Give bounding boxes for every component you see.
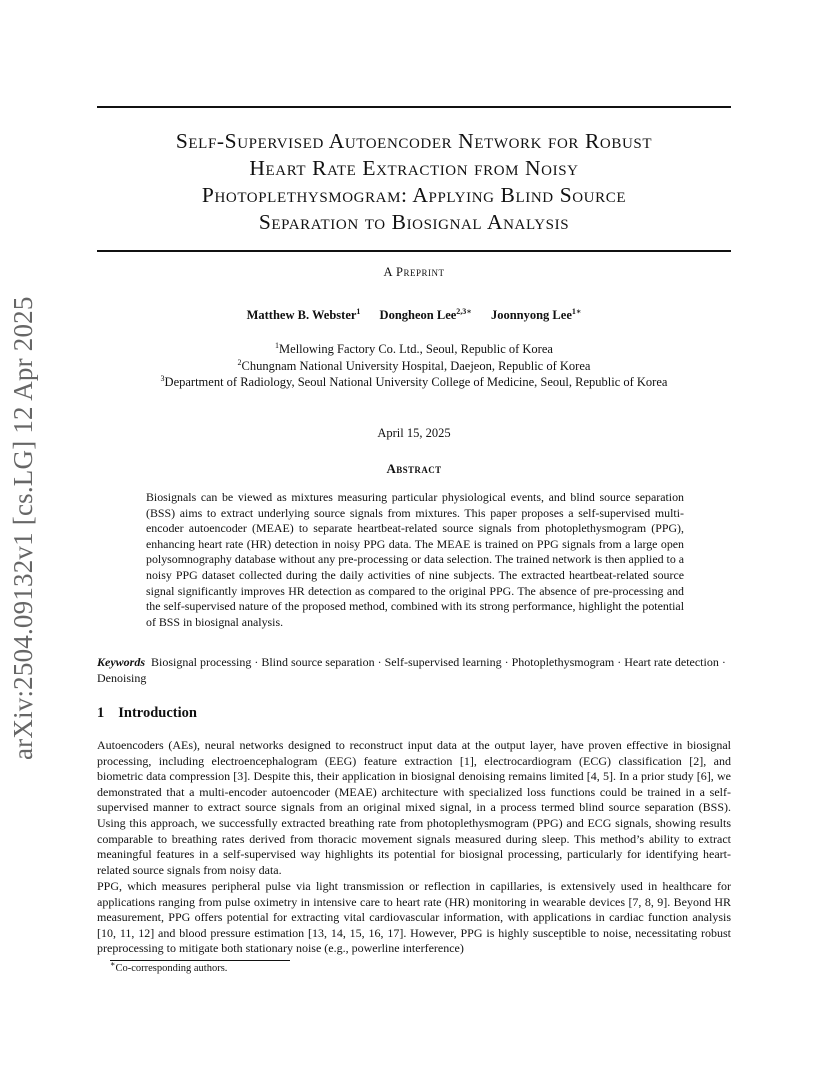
affiliations bbox=[80, 341, 748, 391]
footnote: ∗Co-corresponding authors. bbox=[110, 959, 228, 974]
arxiv-sidebar-id: arXiv:2504.09132v1 [cs.LG] 12 Apr 2025 bbox=[8, 296, 38, 760]
affiliation: $^1$Mellowing Factory Co. Ltd., Seoul, Republic of Korea bbox=[275, 340, 553, 356]
section-number: 1 bbox=[97, 705, 105, 721]
abstract-text: Biosignals can be viewed as mixtures measuring particular physiological events, and blind source separation (BSS) aims to extract underlying source signals from mixtures. This paper proposes a self-supervised multi-encoder autoencoder (MEAE) to separate heartbeat-related source signals from photoplethysmogram (PPG), enhancing heart rate (HR) detection in noisy PPG data. The MEAE is trained on PPG signals from a large open polysomnography database without any pre-processing or data selection. The trained network is then applied to a noisy PPG dataset collected during the daily activities of nine subjects. The extracted heartbeat-related source signal significantly improves HR detection as compared to the original PPG. The absence of pre-processing and the self-supervised nature of the proposed method, combined with its strong performance, highlight the potential of BSS in biosignal analysis. bbox=[146, 490, 685, 629]
keywords-label: Keywords bbox=[97, 655, 145, 669]
preprint-label: A Preprint bbox=[383, 265, 445, 279]
author: Matthew B. Webster$^1$ bbox=[246, 306, 361, 322]
title-line: Photoplethysmogram: Applying Blind Source bbox=[201, 183, 627, 207]
author-list bbox=[80, 308, 748, 323]
author: Dongheon Lee$^{2,3∗}$ bbox=[379, 306, 472, 322]
section-heading bbox=[97, 705, 197, 722]
body-paragraph: Autoencoders (AEs), neural networks designed to reconstruct input data at the output layer, have proven effective in biosignal processing, including electroencephalogram (EEG) feature extraction [1], electrocardiogram (ECG) classification [2], and biometric data compression [3]. Despite this, their application in biosignal denoising remains limited [4, 5]. In a prior study [6], we demonstrated that a multi-encoder autoencoder (MEAE) architecture with specialized loss functions could be trained in a self-supervised manner to extract source signals from an original mixed signal, in a process termed blind source separation (BSS). Using this approach, we successfully extracted breathing rate from photoplethysmogram (PPG) and ECG signals, showing results comparable to breathing rates derived from thoracic movement signals measured during sleep. This method’s ability to extract meaningful features in a self-supervised way highlights its potential for biosignal processing, particularly for identifying heart-related source signals from noisy data. bbox=[97, 738, 731, 877]
paper-title bbox=[80, 128, 748, 236]
affiliation: $^2$Chungnam National University Hospital, Daejeon, Republic of Korea bbox=[237, 357, 591, 373]
abstract-heading: Abstract bbox=[386, 461, 442, 476]
keywords bbox=[97, 655, 731, 686]
title-line: Self-Supervised Autoencoder Network for Robust bbox=[175, 129, 653, 153]
keywords-text: Biosignal processing · Blind source separation · Self-supervised learning · Photoplethysmogram · Heart rate detection · Denoising bbox=[97, 655, 726, 685]
bottom-title-rule bbox=[97, 250, 731, 252]
title-line: Heart Rate Extraction from Noisy bbox=[249, 156, 579, 180]
author: Joonnyong Lee$^{1∗}$ bbox=[490, 306, 582, 322]
body-paragraph: PPG, which measures peripheral pulse via light transmission or reflection in capillaries, is extensively used in healthcare for applications ranging from pulse oximetry in intensive care to heart rate (HR) monitoring in wearable devices [7, 8, 9]. Beyond HR measurement, PPG offers potential for extracting vital cardiovascular information, with applications in cardiac function analysis [10, 11, 12] and blood pressure estimation [13, 14, 15, 16, 17]. However, PPG is highly susceptible to noise, necessitating robust preprocessing to mitigate both stationary noise (e.g., powerline interference) bbox=[97, 879, 731, 956]
affiliation: $^3$Department of Radiology, Seoul National University College of Medicine, Seoul, Republic of Korea bbox=[160, 373, 668, 389]
paper-date: April 15, 2025 bbox=[377, 426, 451, 440]
section-title: Introduction bbox=[118, 705, 197, 721]
top-rule bbox=[97, 106, 731, 108]
footnote-rule bbox=[110, 960, 290, 961]
title-line: Separation to Biosignal Analysis bbox=[258, 210, 570, 234]
